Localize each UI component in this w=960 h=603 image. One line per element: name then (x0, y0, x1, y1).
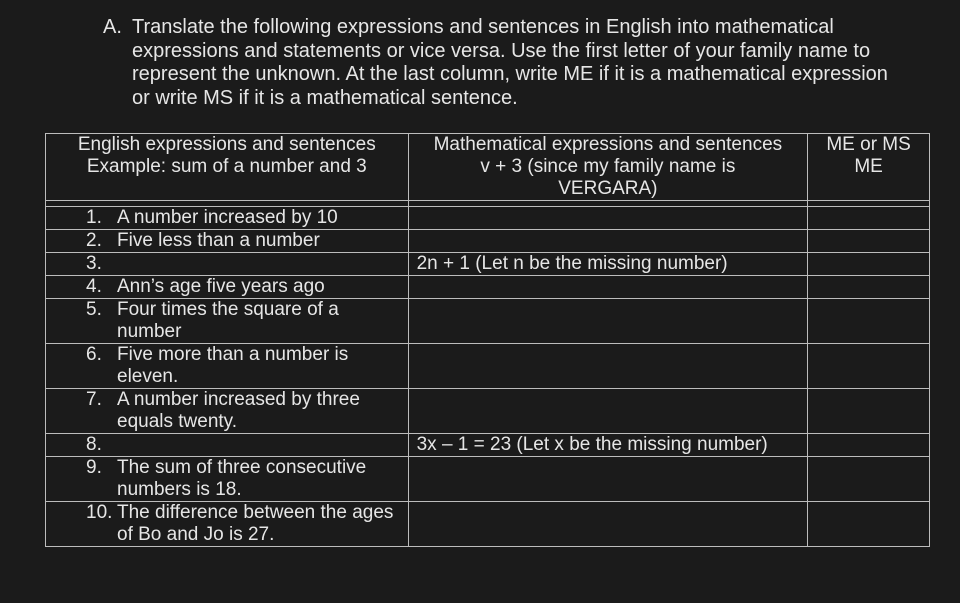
type-cell (808, 230, 930, 253)
table-header-row (46, 134, 930, 201)
type-cell (808, 434, 930, 457)
example-english: Example: sum of a number and 3 (86, 156, 367, 177)
table-row (46, 207, 930, 230)
table-row (46, 276, 930, 299)
math-cell (408, 457, 808, 502)
item-english: The difference between the ages of Bo and Jo is 27. (117, 502, 394, 545)
item-english (117, 434, 400, 456)
item-english: Five less than a number (117, 230, 320, 251)
type-cell (808, 276, 930, 299)
math-cell: 2n + 1 (Let n be the missing number) (408, 253, 808, 276)
english-cell (46, 253, 409, 276)
math-cell (408, 276, 808, 299)
header-type-label: ME or MS (826, 134, 911, 155)
exercise-rows (46, 207, 930, 547)
instruction-letter: A. (103, 16, 122, 38)
item-english: A number increased by 10 (117, 207, 338, 228)
item-english (117, 253, 400, 275)
item-number: 5. (86, 299, 102, 320)
header-english (46, 134, 409, 201)
example-math: v + 3 (since my family name is VERGARA) (480, 156, 736, 199)
table-row (46, 434, 930, 457)
header-english-label: English expressions and sentences (77, 134, 376, 155)
type-cell (808, 299, 930, 344)
math-cell (408, 344, 808, 389)
header-math-label: Mathematical expressions and sentences (433, 134, 783, 155)
item-number: 1. (86, 207, 102, 228)
item-number: 10. (86, 502, 113, 523)
table-row (46, 502, 930, 547)
english-cell (46, 502, 409, 547)
item-number: 8. (86, 434, 102, 455)
english-cell (46, 299, 409, 344)
item-number: 7. (86, 389, 102, 410)
table-row (46, 299, 930, 344)
item-number: 9. (86, 457, 102, 478)
type-cell (808, 502, 930, 547)
item-english: Four times the square of a number (117, 299, 339, 342)
item-english: The sum of three consecutive numbers is 18. (117, 457, 367, 500)
math-cell (408, 299, 808, 344)
english-cell (46, 276, 409, 299)
english-cell (46, 207, 409, 230)
math-cell (408, 389, 808, 434)
math-cell (408, 230, 808, 253)
item-number: 3. (86, 253, 102, 274)
table-row (46, 344, 930, 389)
table-row (46, 457, 930, 502)
math-cell: 3x – 1 = 23 (Let x be the missing number) (408, 434, 808, 457)
header-type (808, 134, 930, 201)
item-number: 2. (86, 230, 102, 251)
instruction-text: Translate the following expressions and sentences in English into mathematical expressions and statements or vice versa. Use the first letter of your family name to represent the unknown. At the last column, write ME if it is a mathematical expression or write MS if it is a mathematical sentence. (132, 16, 888, 109)
english-cell (46, 434, 409, 457)
math-cell (408, 207, 808, 230)
english-cell (46, 389, 409, 434)
type-cell (808, 253, 930, 276)
type-cell (808, 207, 930, 230)
english-cell (46, 230, 409, 253)
math-cell (408, 502, 808, 547)
item-number: 4. (86, 276, 102, 297)
item-english: A number increased by three equals twenty. (117, 389, 360, 432)
instructions (103, 16, 893, 110)
item-number: 6. (86, 344, 102, 365)
table-row (46, 389, 930, 434)
type-cell (808, 457, 930, 502)
table-row (46, 230, 930, 253)
english-cell (46, 344, 409, 389)
table-row (46, 253, 930, 276)
english-cell (46, 457, 409, 502)
example-type: ME (854, 156, 883, 177)
header-math (408, 134, 808, 201)
item-english: Ann’s age five years ago (117, 276, 325, 297)
worksheet-table (45, 133, 930, 547)
item-english: Five more than a number is eleven. (117, 344, 349, 387)
type-cell (808, 389, 930, 434)
type-cell (808, 344, 930, 389)
